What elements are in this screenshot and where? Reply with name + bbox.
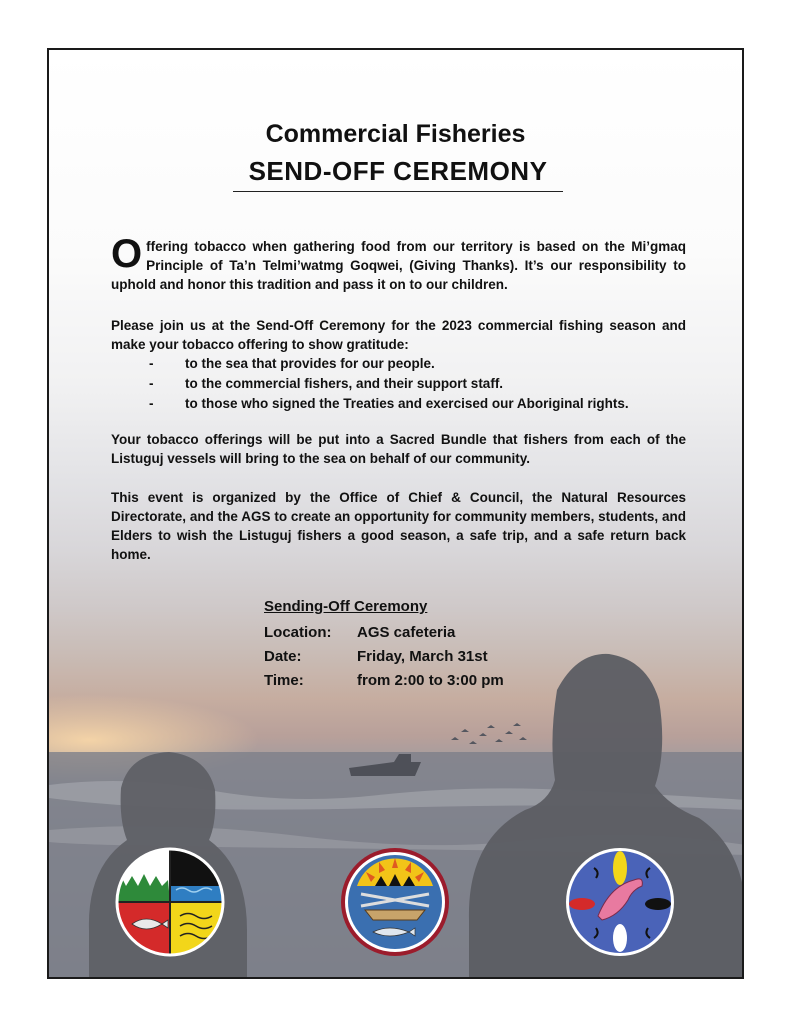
event-row-time bbox=[264, 668, 504, 692]
list-item bbox=[149, 354, 629, 374]
list-item-text: to the sea that provides for our people. bbox=[185, 356, 435, 371]
bird-flock bbox=[451, 723, 527, 744]
organizers-paragraph: This event is organized by the Office of Chief & Council, the Natural Resources Directorate, and the AGS to create an opportunity for community members, students, and Elders to wish the Listuguj fishers a good season, a safe trip, and a safe return back home. bbox=[111, 490, 686, 562]
list-item bbox=[149, 374, 629, 394]
intro-text: ffering tobacco when gathering food from our territory is based on the Mi’gmaq Principle of Ta’n Telmi’watmg Goqwei, (Giving Thanks). It’s our responsibility to uphold and honor this tradition and pass it on to our children. bbox=[111, 239, 686, 292]
intro-paragraph bbox=[111, 232, 686, 294]
event-heading: Sending-Off Ceremony bbox=[264, 598, 428, 615]
event-label: Location: bbox=[264, 623, 332, 641]
list-item-text: to those who signed the Treaties and exercised our Aboriginal rights. bbox=[185, 396, 629, 411]
drop-cap: O bbox=[111, 232, 143, 276]
page-subtitle: SEND-OFF CEREMONY bbox=[233, 156, 563, 192]
invitation-paragraph: Please join us at the Send-Off Ceremony for the 2023 commercial fishing season and make your tobacco offering to show gratitude: bbox=[111, 318, 686, 352]
event-value: from 2:00 to 3:00 pm bbox=[357, 671, 504, 689]
event-row-location bbox=[264, 620, 504, 644]
event-details bbox=[264, 598, 504, 692]
list-item-text: to the commercial fishers, and their support staff. bbox=[185, 376, 504, 391]
gratitude-list bbox=[149, 354, 629, 414]
bullet-marker: - bbox=[149, 376, 154, 391]
bullet-marker: - bbox=[149, 356, 154, 371]
page-title: Commercial Fisheries bbox=[265, 120, 526, 148]
medicine-wheel-logo bbox=[114, 846, 226, 958]
event-value: Friday, March 31st bbox=[357, 647, 488, 665]
flyer-frame bbox=[47, 48, 744, 979]
event-label: Date: bbox=[264, 647, 302, 665]
bullet-marker: - bbox=[149, 396, 154, 411]
list-item bbox=[149, 394, 629, 414]
event-value: AGS cafeteria bbox=[357, 623, 456, 641]
sacred-bundle-paragraph: Your tobacco offerings will be put into a Sacred Bundle that fishers from each of the Listuguj vessels will bring to the sea on behalf of our community. bbox=[111, 432, 686, 466]
fisheries-logo bbox=[564, 846, 676, 958]
event-row-date bbox=[264, 644, 504, 668]
community-seal-logo bbox=[339, 846, 451, 958]
event-label: Time: bbox=[264, 671, 304, 689]
